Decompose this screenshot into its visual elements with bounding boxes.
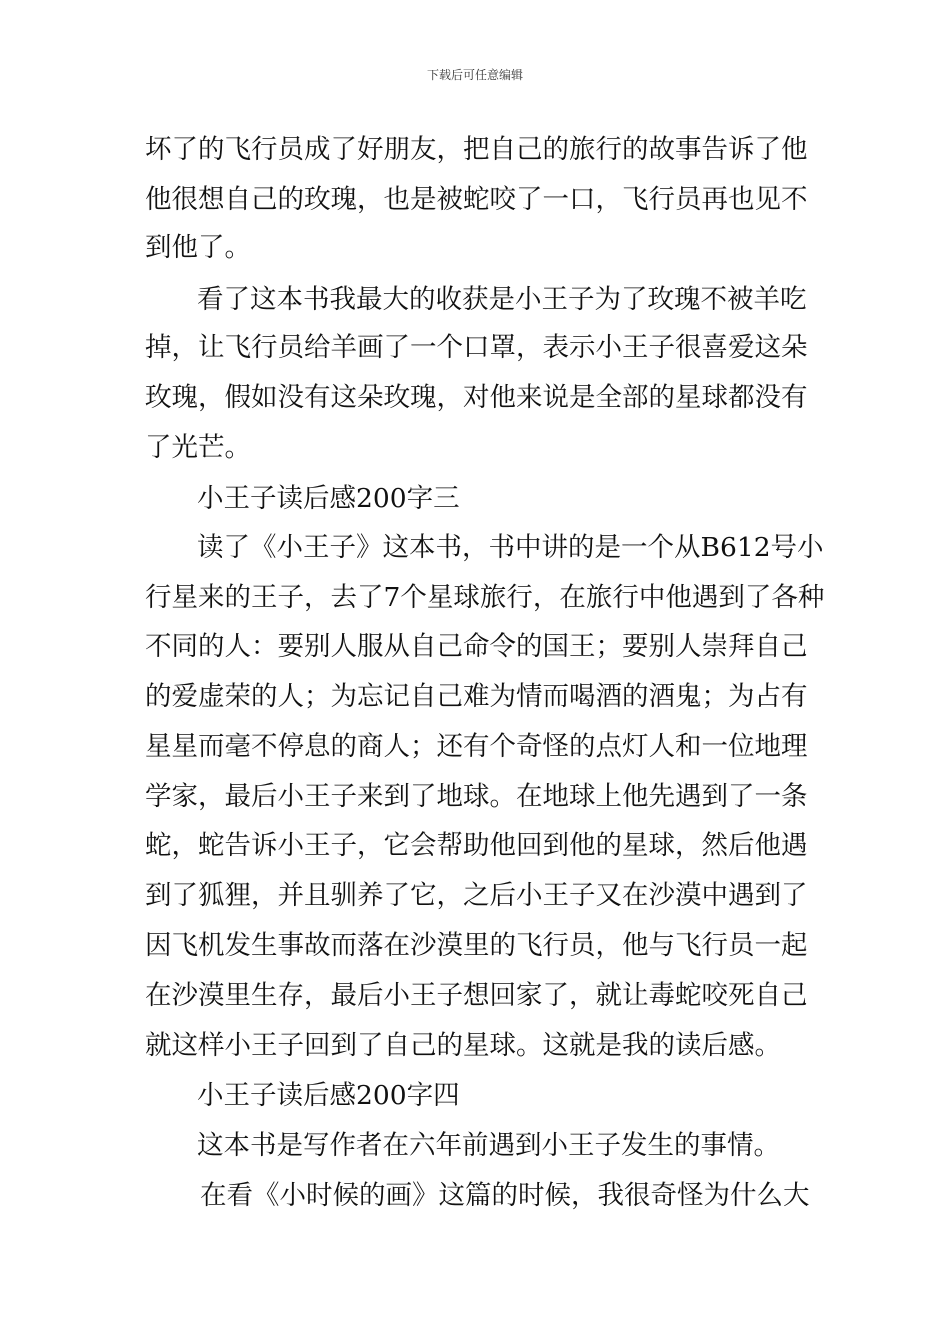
text-line: 不同的人：要别人服从自己命令的国王；要别人崇拜自己 (145, 631, 808, 662)
section-heading: 小王子读后感200字三 (197, 483, 460, 514)
text-line: 他很想自己的玫瑰，也是被蛇咬了一口，飞行员再也见不 (145, 184, 808, 215)
text-line: 到他了。 (145, 232, 251, 263)
page-header: 下载后可任意编辑 (426, 68, 523, 82)
text-line: 玫瑰，假如没有这朵玫瑰，对他来说是全部的星球都没有 (145, 382, 808, 413)
text-line: 在沙漠里生存，最后小王子想回家了，就让毒蛇咬死自己 (145, 980, 808, 1011)
text-line: 星星而毫不停息的商人；还有个奇怪的点灯人和一位地理 (145, 731, 808, 762)
text-line: 到了狐狸，并且驯养了它，之后小王子又在沙漠中遇到了 (145, 880, 808, 911)
section-heading: 小王子读后感200字四 (197, 1080, 460, 1111)
text-line: 在看《小时候的画》这篇的时候，我很奇怪为什么大 (200, 1180, 810, 1211)
text-line: 因飞机发生事故而落在沙漠里的飞行员，他与飞行员一起 (145, 930, 808, 961)
text-line: 就这样小王子回到了自己的星球。这就是我的读后感。 (145, 1030, 781, 1061)
text-line: 蛇，蛇告诉小王子，它会帮助他回到他的星球，然后他遇 (145, 830, 808, 861)
text-line: 这本书是写作者在六年前遇到小王子发生的事情。 (197, 1130, 780, 1161)
text-line: 了光芒。 (145, 432, 251, 463)
text-line: 的爱虚荣的人；为忘记自己难为情而喝酒的酒鬼；为占有 (145, 681, 808, 712)
text-line: 看了这本书我最大的收获是小王子为了玫瑰不被羊吃 (197, 284, 807, 315)
text-line: 行星来的王子，去了7个星球旅行，在旅行中他遇到了各种 (145, 582, 825, 613)
text-line: 学家，最后小王子来到了地球。在地球上他先遇到了一条 (145, 781, 808, 812)
text-line: 坏了的飞行员成了好朋友，把自己的旅行的故事告诉了他 (145, 134, 808, 165)
text-line: 掉，让飞行员给羊画了一个口罩，表示小王子很喜爱这朵 (145, 332, 808, 363)
text-line: 读了《小王子》这本书，书中讲的是一个从B612号小 (197, 532, 824, 563)
